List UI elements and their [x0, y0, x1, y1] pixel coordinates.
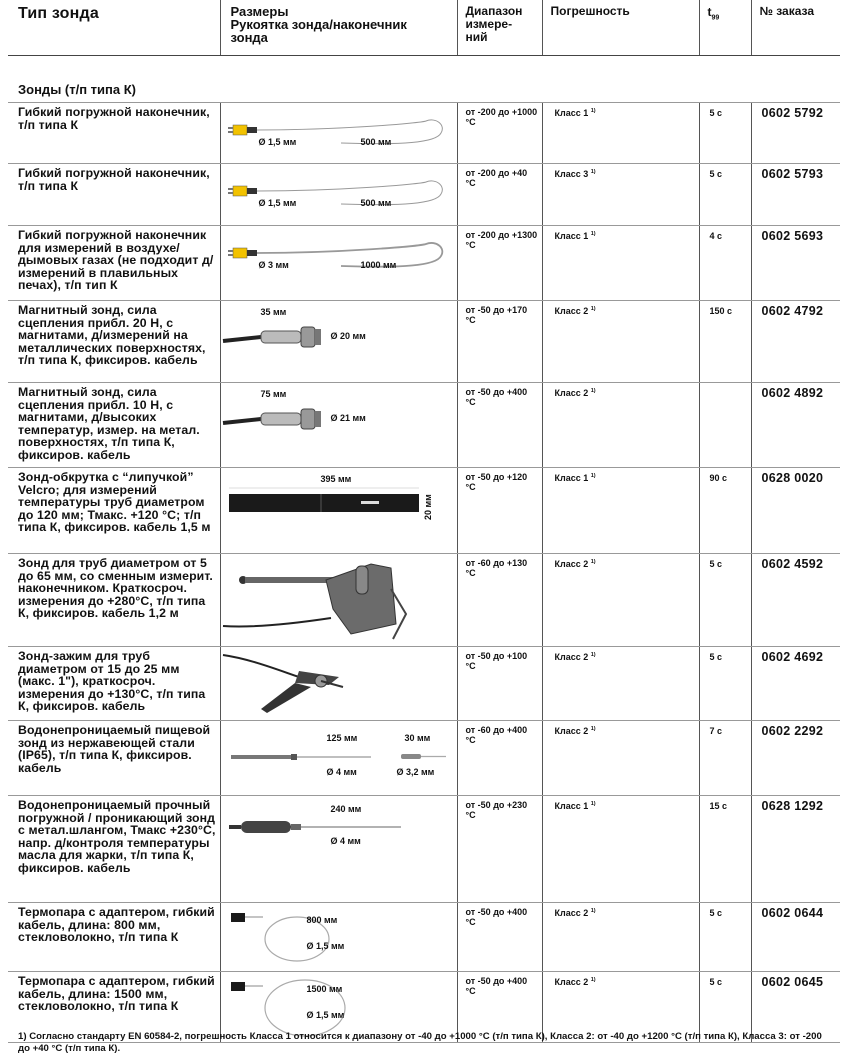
- response-time: 5 с: [699, 554, 751, 647]
- section-row: [8, 56, 840, 103]
- probe-dimensions: [220, 903, 457, 972]
- accuracy-class: [542, 721, 699, 796]
- pipe-probe-icon: [221, 554, 457, 646]
- probe-name: Зонд для труб диаметром от 5 до 65 мм, со сменным измерит. наконечником. Краткосроч. измерения до +280°C, т/п типа К, фиксиров. кабель 1,2 м: [8, 554, 220, 647]
- header-t99: [699, 0, 751, 56]
- flexible-probe-icon: [221, 164, 457, 225]
- measuring-range: от -50 до +230 °C: [457, 796, 542, 903]
- accuracy-class: [542, 301, 699, 383]
- accuracy-class: [542, 796, 699, 903]
- response-time: 5 с: [699, 972, 751, 1043]
- header-dimensions: [220, 0, 457, 56]
- response-time: 5 с: [699, 903, 751, 972]
- probe-dimensions: [220, 383, 457, 468]
- footnote-ref: 1): [590, 977, 596, 983]
- header-range-line3: ний: [465, 30, 488, 44]
- footnote-ref: 1): [590, 169, 596, 175]
- response-time: 4 с: [699, 226, 751, 301]
- accuracy-value: Класс 2: [554, 559, 589, 569]
- velcro-probe-icon: [221, 468, 457, 553]
- table-row: [8, 647, 840, 721]
- probe-dimensions: [220, 164, 457, 226]
- dimension-diameter: Ø 3 мм: [258, 260, 289, 270]
- table-header: [8, 0, 840, 56]
- measuring-range: от -60 до +130 °C: [457, 554, 542, 647]
- table-row: [8, 103, 840, 164]
- section-title: Зонды (т/п типа К): [8, 56, 840, 103]
- accuracy-class: [542, 226, 699, 301]
- accuracy-value: Класс 1: [554, 231, 589, 241]
- response-time: 5 с: [699, 103, 751, 164]
- probe-name: Зонд-зажим для труб диаметром от 15 до 25 мм (макс. 1"), краткосроч. измерения до +130°C, т/п типа К, фиксиров. кабель: [8, 647, 220, 721]
- header-t99-sub: 99: [711, 14, 720, 22]
- header-range: [457, 0, 542, 56]
- order-number: 0602 5793: [751, 164, 840, 226]
- probe-dimensions: [220, 103, 457, 164]
- probe-dimensions: [220, 226, 457, 301]
- header-dimensions-line1: Размеры: [230, 4, 289, 19]
- order-number: 0602 5693: [751, 226, 840, 301]
- order-number: 0602 4592: [751, 554, 840, 647]
- response-time: 90 с: [699, 468, 751, 554]
- flexible-probe-icon: [221, 226, 457, 300]
- footnote-ref: 1): [590, 306, 596, 312]
- probe-dimensions: [220, 721, 457, 796]
- footnote: 1) Согласно стандарту EN 60584-2, погрешность Класса 1 относится к диапазону от -40 до +1000 °C (т/п типа К), Класса 2: от -40 до +1200 °C (т/п типа К), Класса 3: от -200 до +40 °C (т/п типа К).: [18, 1031, 822, 1054]
- table-row: [8, 468, 840, 554]
- dimension-length: 125 мм: [326, 733, 358, 743]
- table-row: [8, 796, 840, 903]
- dimension-diameter: Ø 1,5 мм: [258, 198, 297, 208]
- measuring-range: от -50 до +400 °C: [457, 903, 542, 972]
- dimension-tip-diameter: Ø 3,2 мм: [396, 767, 435, 777]
- accuracy-value: Класс 2: [554, 977, 589, 987]
- dimension-length: 1500 мм: [306, 984, 343, 994]
- response-time: 5 с: [699, 647, 751, 721]
- measuring-range: от -200 до +1000 °C: [457, 103, 542, 164]
- table-row: [8, 164, 840, 226]
- probe-name: Гибкий погружной наконечник, т/п типа К: [8, 164, 220, 226]
- measuring-range: от -50 до +120 °C: [457, 468, 542, 554]
- accuracy-class: [542, 164, 699, 226]
- accuracy-value: Класс 2: [554, 908, 589, 918]
- dimension-tip-length: 30 мм: [404, 733, 431, 743]
- dimension-length: 800 мм: [306, 915, 338, 925]
- accuracy-class: [542, 554, 699, 647]
- flexible-probe-icon: [221, 103, 457, 163]
- order-number: 0628 0020: [751, 468, 840, 554]
- accuracy-value: Класс 2: [554, 388, 589, 398]
- measuring-range: от -200 до +1300 °C: [457, 226, 542, 301]
- penetration-probe-icon: [221, 796, 457, 902]
- dimension-diameter: Ø 20 мм: [330, 331, 366, 341]
- response-time: 15 с: [699, 796, 751, 903]
- probe-dimensions: [220, 554, 457, 647]
- order-number: 0602 0645: [751, 972, 840, 1043]
- header-order: № заказа: [751, 0, 840, 56]
- probe-name: Гибкий погружной наконечник для измерений в воздухе/дымовых газах (не подходит д/измерений в плавильных печах), т/п тип К: [8, 226, 220, 301]
- measuring-range: от -60 до +400 °C: [457, 721, 542, 796]
- dimension-diameter: Ø 1,5 мм: [258, 137, 297, 147]
- response-time: [699, 383, 751, 468]
- food-probe-icon: [221, 721, 457, 795]
- accuracy-class: [542, 103, 699, 164]
- accuracy-value: Класс 2: [554, 652, 589, 662]
- dimension-length: 500 мм: [360, 137, 392, 147]
- header-dimensions-line3: зонда: [230, 30, 268, 45]
- table-row: [8, 721, 840, 796]
- order-number: 0602 4892: [751, 383, 840, 468]
- order-number: 0602 4692: [751, 647, 840, 721]
- header-type: Тип зонда: [8, 0, 220, 56]
- magnetic-probe-icon: [221, 301, 457, 382]
- accuracy-class: [542, 903, 699, 972]
- footnote-ref: 1): [590, 652, 596, 658]
- probe-name: Зонд-обкрутка с “липучкой” Velcro; для измерений температуры труб диаметром до 120 мм; Тмакс. +120 °C; т/п типа К, фиксиров. кабель 1,5 м: [8, 468, 220, 554]
- probe-dimensions: [220, 647, 457, 721]
- table-row: [8, 903, 840, 972]
- probe-name: Водонепроницаемый пищевой зонд из нержавеющей стали (IP65), т/п типа К, фиксиров. кабель: [8, 721, 220, 796]
- dimension-length: 240 мм: [330, 804, 362, 814]
- footnote-ref: 1): [590, 726, 596, 732]
- response-time: 5 с: [699, 164, 751, 226]
- accuracy-value: Класс 3: [554, 169, 589, 179]
- thermocouple-adapter-icon: [221, 903, 457, 971]
- probe-name: Магнитный зонд, сила сцепления прибл. 10 Н, с магнитами, д/высоких температур, измер. на метал. поверхностях, т/п типа К, фиксиров. кабель: [8, 383, 220, 468]
- probe-dimensions: [220, 468, 457, 554]
- dimension-length: 395 мм: [320, 474, 352, 484]
- dimension-diameter: Ø 1,5 мм: [306, 941, 345, 951]
- table-row: [8, 301, 840, 383]
- probe-dimensions: [220, 301, 457, 383]
- dimension-length: 35 мм: [260, 307, 287, 317]
- dimension-length: 1000 мм: [360, 260, 397, 270]
- header-t99-main: t: [707, 5, 712, 19]
- probe-name: Водонепроницаемый прочный погружной / проникающий зонд с метал.шлангом, Тмакс +230°C, напр. д/контроля температуры масла для жарки, т/п типа К, фиксиров. кабель: [8, 796, 220, 903]
- order-number: 0602 2292: [751, 721, 840, 796]
- header-accuracy: Погрешность: [542, 0, 699, 56]
- footnote-ref: 1): [590, 473, 596, 479]
- header-range-line1: Диапазон: [465, 4, 523, 18]
- accuracy-value: Класс 1: [554, 801, 589, 811]
- probe-table: [8, 0, 840, 1043]
- accuracy-class: [542, 383, 699, 468]
- footnote-ref: 1): [590, 801, 596, 807]
- footnote-ref: 1): [590, 908, 596, 914]
- footnote-ref: 1): [590, 108, 596, 114]
- dimension-diameter: Ø 1,5 мм: [306, 1010, 345, 1020]
- header-range-line2: измере-: [465, 17, 513, 31]
- dimension-width: 20 мм: [422, 494, 433, 520]
- probe-name: Гибкий погружной наконечник, т/п типа К: [8, 103, 220, 164]
- accuracy-value: Класс 2: [554, 306, 589, 316]
- probe-name: Магнитный зонд, сила сцепления прибл. 20 Н, с магнитами, д/измерений на металлических поверхностях, т/п типа К, фиксиров. кабель: [8, 301, 220, 383]
- measuring-range: от -50 до +170 °C: [457, 301, 542, 383]
- probe-name: Термопара с адаптером, гибкий кабель, длина: 800 мм, стекловолокно, т/п типа К: [8, 903, 220, 972]
- order-number: 0628 1292: [751, 796, 840, 903]
- dimension-length: 75 мм: [260, 389, 287, 399]
- footnote-ref: 1): [590, 231, 596, 237]
- table-row: [8, 554, 840, 647]
- measuring-range: от -50 до +400 °C: [457, 383, 542, 468]
- dimension-diameter: Ø 4 мм: [330, 836, 361, 846]
- measuring-range: от -50 до +100 °C: [457, 647, 542, 721]
- accuracy-class: [542, 468, 699, 554]
- response-time: 150 с: [699, 301, 751, 383]
- measuring-range: от -200 до +40 °C: [457, 164, 542, 226]
- order-number: 0602 4792: [751, 301, 840, 383]
- accuracy-value: Класс 1: [554, 108, 589, 118]
- order-number: 0602 5792: [751, 103, 840, 164]
- header-dimensions-line2: Рукоятка зонда/наконечник: [230, 17, 407, 32]
- accuracy-value: Класс 1: [554, 473, 589, 483]
- order-number: 0602 0644: [751, 903, 840, 972]
- probe-name: Термопара с адаптером, гибкий кабель, длина: 1500 мм, стекловолокно, т/п типа К: [8, 972, 220, 1043]
- probe-dimensions: [220, 796, 457, 903]
- footnote-ref: 1): [590, 559, 596, 565]
- dimension-diameter: Ø 21 мм: [330, 413, 366, 423]
- table-row: [8, 226, 840, 301]
- dimension-diameter: Ø 4 мм: [326, 767, 357, 777]
- response-time: 7 с: [699, 721, 751, 796]
- dimension-length: 500 мм: [360, 198, 392, 208]
- magnetic-probe-icon: [221, 383, 457, 467]
- accuracy-class: [542, 647, 699, 721]
- measuring-range: от -50 до +400 °C: [457, 972, 542, 1043]
- footnote-ref: 1): [590, 388, 596, 394]
- clamp-probe-icon: [221, 647, 457, 720]
- table-row: [8, 383, 840, 468]
- accuracy-value: Класс 2: [554, 726, 589, 736]
